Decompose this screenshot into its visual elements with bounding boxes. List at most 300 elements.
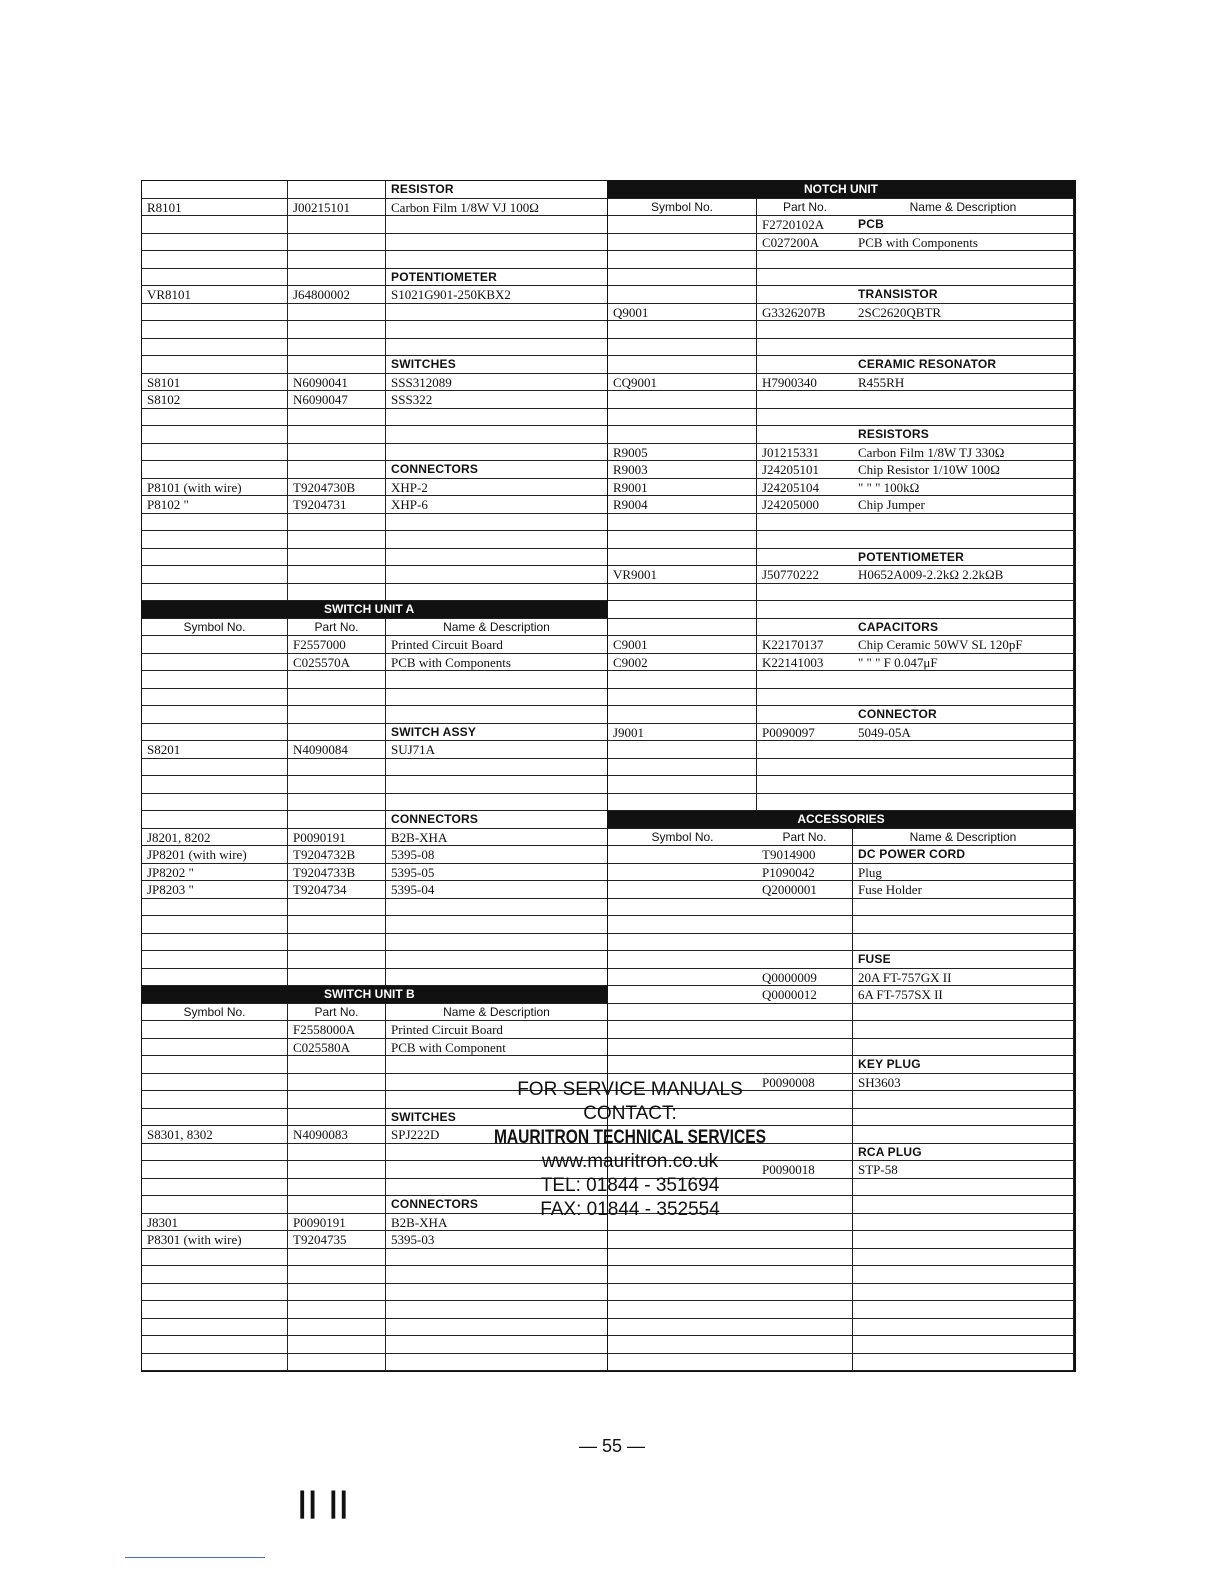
part-no-cell bbox=[288, 1301, 386, 1319]
symbol-cell bbox=[608, 1056, 757, 1074]
symbol-cell bbox=[608, 1354, 757, 1372]
part-no-cell bbox=[757, 671, 853, 689]
part-no-cell bbox=[757, 619, 853, 637]
part-no-cell bbox=[757, 1021, 853, 1039]
description-cell: Printed Circuit Board bbox=[386, 636, 608, 654]
description-cell: 6A FT-757SX II bbox=[853, 986, 1074, 1004]
description-cell bbox=[853, 794, 1074, 812]
symbol-cell bbox=[142, 1179, 288, 1197]
part-no-cell bbox=[757, 1284, 853, 1302]
part-no-cell: N6090047 bbox=[288, 391, 386, 409]
description-cell: STP-58 bbox=[853, 1161, 1074, 1179]
description-cell bbox=[853, 759, 1074, 777]
description-cell bbox=[386, 1354, 608, 1372]
description-cell bbox=[386, 1284, 608, 1302]
symbol-cell bbox=[608, 881, 757, 899]
part-no-cell bbox=[288, 1249, 386, 1267]
symbol-cell bbox=[142, 321, 288, 339]
symbol-cell: R9004 bbox=[608, 496, 757, 514]
symbol-cell bbox=[142, 1109, 288, 1127]
symbol-cell bbox=[142, 1266, 288, 1284]
description-cell bbox=[853, 1091, 1074, 1109]
symbol-cell bbox=[608, 1301, 757, 1319]
description-cell bbox=[386, 689, 608, 707]
symbol-cell: P8301 (with wire) bbox=[142, 1231, 288, 1249]
part-no-cell: F2558000A bbox=[288, 1021, 386, 1039]
description-cell: 20A FT-757GX II bbox=[853, 969, 1074, 987]
symbol-cell: P8102 " bbox=[142, 496, 288, 514]
description-cell bbox=[386, 444, 608, 462]
description-cell bbox=[386, 1266, 608, 1284]
description-cell: Name & Description bbox=[853, 199, 1074, 217]
symbol-cell: J9001 bbox=[608, 724, 757, 742]
description-cell bbox=[386, 1056, 608, 1074]
part-no-cell: J00215101 bbox=[288, 199, 386, 217]
part-no-cell bbox=[288, 461, 386, 479]
symbol-cell bbox=[608, 951, 757, 969]
part-no-cell: K22170137 bbox=[757, 636, 853, 654]
symbol-cell bbox=[608, 759, 757, 777]
part-no-cell bbox=[757, 899, 853, 917]
section-band: SWITCH UNIT B bbox=[288, 986, 608, 1004]
part-no-cell bbox=[757, 689, 853, 707]
description-cell: Plug bbox=[853, 864, 1074, 882]
part-no-cell bbox=[288, 706, 386, 724]
symbol-cell: R9005 bbox=[608, 444, 757, 462]
description-cell bbox=[386, 304, 608, 322]
symbol-cell: Symbol No. bbox=[608, 829, 757, 847]
description-cell bbox=[386, 321, 608, 339]
part-no-cell bbox=[757, 1231, 853, 1249]
page-number: — 55 — bbox=[578, 1436, 646, 1456]
symbol-cell bbox=[142, 216, 288, 234]
symbol-cell bbox=[608, 864, 757, 882]
part-no-cell bbox=[757, 339, 853, 357]
description-cell bbox=[853, 409, 1074, 427]
part-no-cell bbox=[757, 1249, 853, 1267]
part-no-cell bbox=[288, 549, 386, 567]
description-cell: PCB bbox=[853, 216, 1074, 234]
symbol-cell bbox=[142, 584, 288, 602]
part-no-cell bbox=[288, 1091, 386, 1109]
symbol-cell bbox=[142, 1319, 288, 1337]
symbol-cell bbox=[608, 1319, 757, 1337]
description-cell bbox=[853, 689, 1074, 707]
description-cell: CAPACITORS bbox=[853, 619, 1074, 637]
part-no-cell: Q2000001 bbox=[757, 881, 853, 899]
symbol-cell bbox=[608, 531, 757, 549]
symbol-cell: S8102 bbox=[142, 391, 288, 409]
description-cell: SWITCHES bbox=[386, 1109, 608, 1127]
part-no-cell bbox=[757, 1056, 853, 1074]
description-cell bbox=[853, 916, 1074, 934]
part-no-cell bbox=[288, 566, 386, 584]
symbol-cell bbox=[608, 619, 757, 637]
description-cell bbox=[386, 251, 608, 269]
symbol-cell bbox=[608, 269, 757, 287]
description-cell bbox=[386, 1249, 608, 1267]
symbol-cell bbox=[142, 409, 288, 427]
description-cell: 5395-03 bbox=[386, 1231, 608, 1249]
part-no-cell: N6090041 bbox=[288, 374, 386, 392]
description-cell: S1021G901-250KBX2 bbox=[386, 286, 608, 304]
symbol-cell: VR9001 bbox=[608, 566, 757, 584]
symbol-cell bbox=[142, 706, 288, 724]
part-no-cell bbox=[288, 1056, 386, 1074]
symbol-cell bbox=[142, 1354, 288, 1372]
part-no-cell bbox=[288, 304, 386, 322]
part-no-cell: H7900340 bbox=[757, 374, 853, 392]
symbol-cell bbox=[142, 1249, 288, 1267]
part-no-cell bbox=[757, 1301, 853, 1319]
part-no-cell: T9204735 bbox=[288, 1231, 386, 1249]
symbol-cell bbox=[608, 286, 757, 304]
symbol-cell bbox=[608, 846, 757, 864]
description-cell: Carbon Film 1/8W TJ 330Ω bbox=[853, 444, 1074, 462]
symbol-cell bbox=[142, 934, 288, 952]
description-cell: TRANSISTOR bbox=[853, 286, 1074, 304]
description-cell: CONNECTORS bbox=[386, 1196, 608, 1214]
description-cell bbox=[853, 776, 1074, 794]
symbol-cell bbox=[142, 1074, 288, 1092]
part-no-cell: P1090042 bbox=[757, 864, 853, 882]
part-no-cell: Part No. bbox=[288, 1004, 386, 1022]
symbol-cell bbox=[142, 566, 288, 584]
part-no-cell bbox=[288, 339, 386, 357]
description-cell: XHP-2 bbox=[386, 479, 608, 497]
symbol-cell bbox=[142, 251, 288, 269]
part-no-cell bbox=[288, 724, 386, 742]
symbol-cell bbox=[608, 251, 757, 269]
part-no-cell: F2557000 bbox=[288, 636, 386, 654]
description-cell bbox=[386, 216, 608, 234]
part-no-cell bbox=[757, 934, 853, 952]
symbol-cell bbox=[608, 986, 757, 1004]
description-cell: H0652A009-2.2kΩ 2.2kΩB bbox=[853, 566, 1074, 584]
description-cell: Fuse Holder bbox=[853, 881, 1074, 899]
part-no-cell bbox=[288, 321, 386, 339]
part-no-cell bbox=[757, 409, 853, 427]
symbol-cell bbox=[142, 339, 288, 357]
part-no-cell bbox=[757, 916, 853, 934]
description-cell bbox=[853, 531, 1074, 549]
description-cell: KEY PLUG bbox=[853, 1056, 1074, 1074]
description-cell: SSS312089 bbox=[386, 374, 608, 392]
description-cell bbox=[386, 1301, 608, 1319]
symbol-cell bbox=[608, 409, 757, 427]
part-no-cell: T9204732B bbox=[288, 846, 386, 864]
symbol-cell: Q9001 bbox=[608, 304, 757, 322]
description-cell: SUJ71A bbox=[386, 741, 608, 759]
description-cell bbox=[386, 671, 608, 689]
part-no-cell bbox=[288, 251, 386, 269]
description-cell bbox=[853, 584, 1074, 602]
symbol-cell bbox=[608, 549, 757, 567]
part-no-cell bbox=[288, 531, 386, 549]
description-cell: 2SC2620QBTR bbox=[853, 304, 1074, 322]
part-no-cell bbox=[288, 759, 386, 777]
description-cell: R455RH bbox=[853, 374, 1074, 392]
part-no-cell bbox=[288, 969, 386, 987]
description-cell bbox=[853, 251, 1074, 269]
description-cell: Chip Jumper bbox=[853, 496, 1074, 514]
part-no-cell: T9204734 bbox=[288, 881, 386, 899]
description-cell bbox=[386, 549, 608, 567]
description-cell bbox=[386, 339, 608, 357]
symbol-cell: Symbol No. bbox=[142, 619, 288, 637]
symbol-cell bbox=[608, 969, 757, 987]
symbol-cell bbox=[608, 1266, 757, 1284]
part-no-cell: N4090084 bbox=[288, 741, 386, 759]
part-no-cell: T9204733B bbox=[288, 864, 386, 882]
symbol-cell bbox=[142, 636, 288, 654]
part-no-cell: Part No. bbox=[757, 199, 853, 217]
description-cell: FUSE bbox=[853, 951, 1074, 969]
description-cell bbox=[386, 969, 608, 987]
symbol-cell bbox=[142, 426, 288, 444]
symbol-cell: J8201, 8202 bbox=[142, 829, 288, 847]
description-cell: SPJ222D bbox=[386, 1126, 608, 1144]
part-no-cell bbox=[757, 251, 853, 269]
description-cell bbox=[853, 899, 1074, 917]
part-no-cell bbox=[757, 321, 853, 339]
symbol-cell bbox=[142, 181, 288, 199]
description-cell bbox=[386, 426, 608, 444]
description-cell bbox=[853, 1021, 1074, 1039]
part-no-cell bbox=[288, 514, 386, 532]
symbol-cell bbox=[608, 234, 757, 252]
part-no-cell bbox=[288, 1196, 386, 1214]
part-no-cell bbox=[757, 1336, 853, 1354]
description-cell: PCB with Component bbox=[386, 1039, 608, 1057]
section-band-pad bbox=[142, 601, 288, 619]
part-no-cell bbox=[757, 1004, 853, 1022]
symbol-cell: JP8203 " bbox=[142, 881, 288, 899]
stamp-line-6: FAX: 01844 - 352554 bbox=[540, 1199, 720, 1220]
part-no-cell bbox=[757, 269, 853, 287]
description-cell: B2B-XHA bbox=[386, 829, 608, 847]
symbol-cell bbox=[142, 461, 288, 479]
symbol-cell bbox=[608, 321, 757, 339]
part-no-cell: Q0000009 bbox=[757, 969, 853, 987]
description-cell bbox=[853, 601, 1074, 619]
symbol-cell bbox=[608, 899, 757, 917]
description-cell bbox=[853, 269, 1074, 287]
symbol-cell bbox=[142, 234, 288, 252]
symbol-cell bbox=[608, 356, 757, 374]
description-cell: SSS322 bbox=[386, 391, 608, 409]
stamp-line-2: CONTACT: bbox=[583, 1103, 677, 1124]
stamp-line-5: TEL: 01844 - 351694 bbox=[540, 1175, 720, 1196]
symbol-cell bbox=[142, 951, 288, 969]
part-no-cell: Q0000012 bbox=[757, 986, 853, 1004]
symbol-cell bbox=[608, 794, 757, 812]
symbol-cell bbox=[142, 671, 288, 689]
part-no-cell bbox=[288, 1284, 386, 1302]
description-cell bbox=[386, 514, 608, 532]
description-cell bbox=[853, 671, 1074, 689]
part-no-cell bbox=[288, 951, 386, 969]
symbol-cell bbox=[608, 689, 757, 707]
symbol-cell bbox=[142, 689, 288, 707]
part-no-cell bbox=[757, 1319, 853, 1337]
symbol-cell bbox=[142, 654, 288, 672]
part-no-cell bbox=[288, 689, 386, 707]
part-no-cell: J50770222 bbox=[757, 566, 853, 584]
symbol-cell bbox=[142, 514, 288, 532]
symbol-cell bbox=[142, 444, 288, 462]
description-cell: Name & Description bbox=[853, 829, 1074, 847]
part-no-cell: P0090008 bbox=[757, 1074, 853, 1092]
description-cell: POTENTIOMETER bbox=[386, 269, 608, 287]
part-no-cell bbox=[288, 444, 386, 462]
symbol-cell bbox=[142, 1301, 288, 1319]
symbol-cell: C9001 bbox=[608, 636, 757, 654]
description-cell bbox=[386, 776, 608, 794]
description-cell bbox=[853, 1196, 1074, 1214]
symbol-cell: P8101 (with wire) bbox=[142, 479, 288, 497]
part-no-cell bbox=[288, 1161, 386, 1179]
description-cell bbox=[853, 741, 1074, 759]
symbol-cell bbox=[608, 1004, 757, 1022]
symbol-cell bbox=[142, 794, 288, 812]
symbol-cell bbox=[608, 391, 757, 409]
part-no-cell: J24205101 bbox=[757, 461, 853, 479]
part-no-cell bbox=[757, 391, 853, 409]
part-no-cell: G3326207B bbox=[757, 304, 853, 322]
description-cell bbox=[853, 1266, 1074, 1284]
description-cell bbox=[853, 1231, 1074, 1249]
description-cell: B2B-XHA bbox=[386, 1214, 608, 1232]
part-no-cell: P0090191 bbox=[288, 829, 386, 847]
part-no-cell bbox=[288, 1109, 386, 1127]
symbol-cell bbox=[142, 916, 288, 934]
description-cell bbox=[386, 794, 608, 812]
symbol-cell bbox=[608, 741, 757, 759]
description-cell: Printed Circuit Board bbox=[386, 1021, 608, 1039]
part-no-cell: T9204730B bbox=[288, 479, 386, 497]
part-no-cell: J01215331 bbox=[757, 444, 853, 462]
footer-marks: || || bbox=[298, 1486, 350, 1519]
part-no-cell: P0090018 bbox=[757, 1161, 853, 1179]
description-cell: PCB with Components bbox=[853, 234, 1074, 252]
description-cell: " " " F 0.047μF bbox=[853, 654, 1074, 672]
symbol-cell bbox=[608, 934, 757, 952]
symbol-cell bbox=[142, 269, 288, 287]
symbol-cell bbox=[608, 671, 757, 689]
description-cell bbox=[853, 514, 1074, 532]
description-cell bbox=[853, 1319, 1074, 1337]
part-no-cell bbox=[288, 216, 386, 234]
symbol-cell bbox=[608, 1336, 757, 1354]
symbol-cell bbox=[142, 1284, 288, 1302]
symbol-cell bbox=[142, 1144, 288, 1162]
part-no-cell bbox=[757, 1354, 853, 1372]
part-no-cell: F2720102A bbox=[757, 216, 853, 234]
part-no-cell: P0090097 bbox=[757, 724, 853, 742]
part-no-cell bbox=[288, 1074, 386, 1092]
part-no-cell bbox=[757, 1266, 853, 1284]
symbol-cell bbox=[142, 969, 288, 987]
part-no-cell: Part No. bbox=[288, 619, 386, 637]
part-no-cell bbox=[757, 549, 853, 567]
description-cell bbox=[853, 321, 1074, 339]
part-no-cell: K22141003 bbox=[757, 654, 853, 672]
description-cell: Carbon Film 1/8W VJ 100Ω bbox=[386, 199, 608, 217]
symbol-cell: S8201 bbox=[142, 741, 288, 759]
part-no-cell: J64800002 bbox=[288, 286, 386, 304]
description-cell bbox=[386, 566, 608, 584]
symbol-cell bbox=[142, 1091, 288, 1109]
description-cell: CERAMIC RESONATOR bbox=[853, 356, 1074, 374]
symbol-cell bbox=[608, 601, 757, 619]
description-cell bbox=[386, 706, 608, 724]
symbol-cell: JP8201 (with wire) bbox=[142, 846, 288, 864]
description-cell: DC POWER CORD bbox=[853, 846, 1074, 864]
symbol-cell bbox=[608, 216, 757, 234]
part-no-cell bbox=[757, 951, 853, 969]
symbol-cell bbox=[142, 724, 288, 742]
part-no-cell: C025570A bbox=[288, 654, 386, 672]
part-no-cell bbox=[288, 356, 386, 374]
part-no-cell bbox=[288, 409, 386, 427]
description-cell bbox=[853, 1284, 1074, 1302]
symbol-cell bbox=[142, 1196, 288, 1214]
part-no-cell: T9204731 bbox=[288, 496, 386, 514]
description-cell: CONNECTOR bbox=[853, 706, 1074, 724]
description-cell: RESISTOR bbox=[386, 181, 608, 199]
part-no-cell bbox=[288, 916, 386, 934]
part-no-cell bbox=[288, 776, 386, 794]
symbol-cell bbox=[608, 916, 757, 934]
description-cell bbox=[386, 899, 608, 917]
symbol-cell bbox=[142, 811, 288, 829]
description-cell: 5395-04 bbox=[386, 881, 608, 899]
part-no-cell bbox=[757, 514, 853, 532]
description-cell: RESISTORS bbox=[853, 426, 1074, 444]
part-no-cell bbox=[757, 741, 853, 759]
description-cell bbox=[853, 391, 1074, 409]
symbol-cell: Symbol No. bbox=[608, 199, 757, 217]
part-no-cell bbox=[757, 776, 853, 794]
description-cell bbox=[853, 339, 1074, 357]
symbol-cell bbox=[608, 776, 757, 794]
part-no-cell bbox=[288, 1336, 386, 1354]
symbol-cell bbox=[608, 426, 757, 444]
description-cell bbox=[853, 1301, 1074, 1319]
symbol-cell bbox=[142, 776, 288, 794]
symbol-cell: JP8202 " bbox=[142, 864, 288, 882]
part-no-cell bbox=[288, 934, 386, 952]
symbol-cell: R9003 bbox=[608, 461, 757, 479]
description-cell bbox=[386, 409, 608, 427]
part-no-cell bbox=[288, 1266, 386, 1284]
symbol-cell bbox=[608, 706, 757, 724]
description-cell: SWITCH ASSY bbox=[386, 724, 608, 742]
description-cell: XHP-6 bbox=[386, 496, 608, 514]
part-no-cell bbox=[288, 671, 386, 689]
description-cell: 5395-08 bbox=[386, 846, 608, 864]
symbol-cell bbox=[142, 1039, 288, 1057]
symbol-cell bbox=[608, 1231, 757, 1249]
description-cell bbox=[386, 951, 608, 969]
symbol-cell: C9002 bbox=[608, 654, 757, 672]
symbol-cell bbox=[142, 899, 288, 917]
part-no-cell bbox=[288, 269, 386, 287]
description-cell bbox=[386, 1336, 608, 1354]
section-band: NOTCH UNIT bbox=[608, 181, 1074, 199]
description-cell: 5395-05 bbox=[386, 864, 608, 882]
